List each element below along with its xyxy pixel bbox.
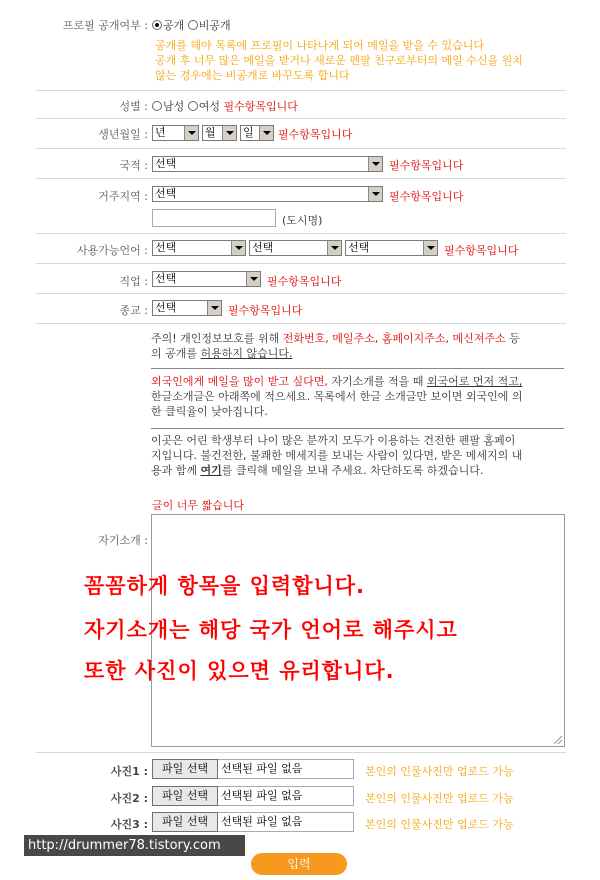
female-radio-label: 여성: [198, 100, 221, 113]
chevron-down-icon: [327, 241, 341, 255]
chevron-down-icon: [207, 301, 221, 315]
job-select[interactable]: [152, 271, 261, 287]
profile-public-help-1: 공개를 해야 목록에 프로필이 나타나게 되어 메일을 받을 수 있습니다: [155, 39, 484, 52]
chevron-down-icon: [246, 272, 260, 286]
male-radio[interactable]: [152, 101, 162, 111]
profile-public-help-3: 않는 경우에는 비공개로 바꾸도록 합니다: [155, 69, 350, 82]
birth-year-select[interactable]: [152, 125, 199, 141]
residence-label: 거주지역 :: [98, 190, 148, 203]
photo-2-file-button[interactable]: 파일 선택: [152, 786, 218, 806]
notice-divider: [151, 428, 564, 429]
private-radio-label: 비공개: [198, 19, 231, 32]
photo-1-label: 사진1 :: [110, 765, 148, 778]
foreign-language-notice: 외국인에게 메일을 많이 받고 싶다면, 자기소개를 적을 때 외국어로 먼저 적고, 한글소개글은 아래쪽에 적으세요. 목록에서 한글 소개글만 보이면 외국인에 의 한 클릭율이 낮아집니다.: [151, 375, 523, 418]
language-3-select[interactable]: [345, 240, 438, 256]
private-radio[interactable]: [188, 20, 198, 30]
birth-month-value: 월: [205, 126, 216, 139]
photo-2-note: 본인의 인물사진만 업로드 가능: [365, 792, 514, 805]
gender-radio-group: [152, 98, 298, 114]
chevron-down-icon: [368, 187, 382, 201]
watermark: http://drummer78.tistory.com: [24, 835, 245, 856]
male-radio-label: 남성: [163, 100, 185, 113]
photo-1-file-status: 선택된 파일 없음: [218, 759, 354, 779]
chevron-down-icon: [231, 241, 245, 255]
conduct-notice: 이곳은 어린 학생부터 나이 많은 분까지 모두가 이용하는 건전한 펜팔 홈페이 지입니다. 불건전한, 불쾌한 메세지를 보내는 사람이 있다면, 받은 메세지의 내 용과 함께 여기를 클릭해 메일을 보내 주세요. 차단하도록 하겠습니다.: [151, 434, 523, 477]
birth-required: 필수항목입니다: [278, 128, 353, 141]
submit-button[interactable]: 입력: [251, 853, 347, 875]
resize-grip-icon[interactable]: [554, 736, 562, 744]
photo-3-file-button[interactable]: 파일 선택: [152, 812, 218, 832]
nationality-select[interactable]: [152, 156, 383, 172]
gender-required: 필수항목입니다: [223, 100, 298, 113]
photo-2-file-status: 선택된 파일 없음: [218, 786, 354, 806]
photo-1-note: 본인의 인물사진만 업로드 가능: [365, 765, 514, 778]
overlay-line-1: 꼼꼼하게 항목을 입력합니다.: [84, 574, 366, 598]
birth-label: 생년월일 :: [98, 128, 148, 141]
language-3-value: 선택: [348, 241, 370, 254]
photo-1-file-button[interactable]: 파일 선택: [152, 759, 218, 779]
language-2-value: 선택: [252, 241, 274, 254]
notice-divider: [151, 368, 564, 369]
photo-3-file-status: 선택된 파일 없음: [218, 812, 354, 832]
nationality-required: 필수항목입니다: [389, 159, 464, 172]
divider: [36, 118, 566, 119]
job-label: 직업 :: [119, 275, 148, 288]
overlay-line-3: 또한 사진이 있으면 유리합니다.: [84, 659, 395, 683]
job-required: 필수항목입니다: [267, 275, 342, 288]
religion-value: 선택: [155, 301, 177, 314]
public-radio-label: 공개: [163, 19, 185, 32]
city-input[interactable]: [152, 209, 276, 227]
privacy-notice: 주의! 개인정보보호를 위해 전화번호, 메일주소, 홈페이지주소, 메신져주소 등 의 공개를 허용하지 않습니다.: [151, 332, 520, 360]
chevron-down-icon: [222, 126, 236, 140]
language-2-select[interactable]: [249, 240, 342, 256]
divider: [36, 178, 566, 179]
chevron-down-icon: [368, 157, 382, 171]
too-short-warning: 글이 너무 짧습니다: [152, 499, 245, 512]
languages-required: 필수항목입니다: [444, 244, 519, 257]
religion-required: 필수항목입니다: [228, 304, 303, 317]
residence-select[interactable]: [152, 186, 383, 202]
gender-label: 성별 :: [119, 100, 148, 113]
photo-2-label: 사진2 :: [110, 792, 148, 805]
divider: [36, 263, 566, 264]
religion-label: 종교 :: [119, 304, 148, 317]
residence-value: 선택: [155, 187, 177, 200]
divider: [36, 752, 566, 753]
languages-label: 사용가능언어 :: [77, 244, 148, 257]
job-value: 선택: [155, 272, 177, 285]
religion-select[interactable]: [152, 300, 222, 316]
divider: [36, 293, 566, 294]
birth-day-select[interactable]: [240, 125, 274, 141]
divider: [36, 90, 566, 91]
photo-3-note: 본인의 인물사진만 업로드 가능: [365, 818, 514, 831]
chevron-down-icon: [184, 126, 198, 140]
profile-public-help-2: 공개 후 너무 많은 메일을 받거나 새로운 펜팔 친구로부터의 메일 수신을 원치: [155, 54, 523, 67]
nationality-label: 국적 :: [119, 159, 148, 172]
chevron-down-icon: [423, 241, 437, 255]
residence-required: 필수항목입니다: [389, 190, 464, 203]
birth-year-value: 년: [155, 126, 166, 139]
birth-day-value: 일: [243, 126, 254, 139]
photo-3-label: 사진3 :: [110, 818, 148, 831]
birth-month-select[interactable]: [202, 125, 237, 141]
divider: [36, 323, 566, 324]
profile-public-radio-group: [152, 17, 231, 33]
profile-public-label: 프로필 공개여부 :: [62, 19, 148, 32]
language-1-select[interactable]: [152, 240, 246, 256]
divider: [36, 148, 566, 149]
report-here-link[interactable]: 여기: [200, 464, 222, 477]
overlay-line-2: 자기소개는 해당 국가 언어로 해주시고: [84, 618, 458, 642]
nationality-value: 선택: [155, 157, 177, 170]
public-radio[interactable]: [152, 20, 162, 30]
divider: [36, 233, 566, 234]
chevron-down-icon: [259, 126, 273, 140]
female-radio[interactable]: [188, 101, 198, 111]
city-hint: (도시명): [282, 214, 323, 227]
intro-label: 자기소개 :: [98, 534, 148, 547]
language-1-value: 선택: [155, 241, 177, 254]
